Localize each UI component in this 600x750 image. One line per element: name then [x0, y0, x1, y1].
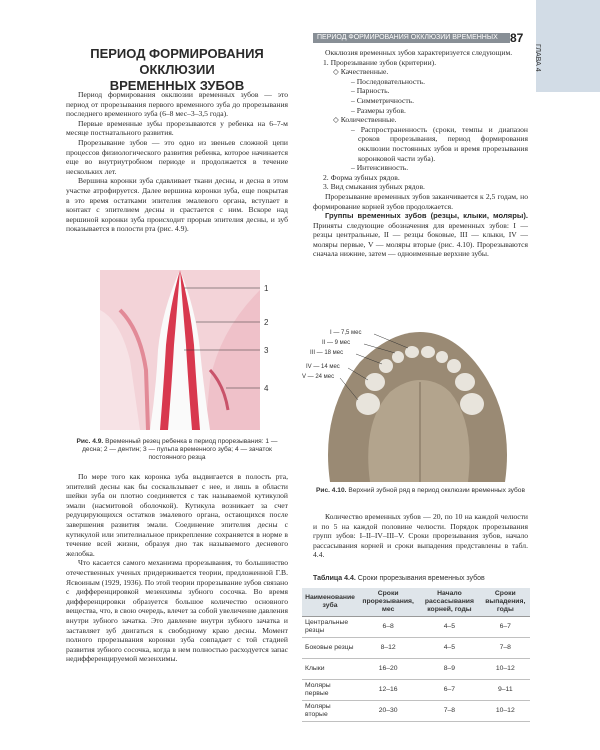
section-title-line1: ПЕРИОД ФОРМИРОВАНИЯ ОККЛЮЗИИ — [90, 46, 264, 77]
left-column-top — [66, 90, 288, 234]
figure-4-9-histology — [100, 270, 290, 430]
quant-item-text: Интенсивность. — [356, 163, 409, 173]
table-cell: 9–11 — [481, 680, 530, 701]
quant-item: – Распространенность (сроки, темпы и диапазон сроков прорезывания, период формирования окклюзии постоянных зубов и время прорезывания коронковой части зуба). — [351, 124, 528, 163]
table-cell: 6–7 — [481, 617, 530, 638]
qual-item-text: Последовательность. — [356, 76, 425, 86]
tooth-canine-left — [379, 359, 393, 373]
qual-item: – Последовательность. — [351, 76, 425, 86]
tooth-first-molar-right — [455, 373, 475, 391]
table-cell: 4–5 — [418, 638, 480, 659]
table-cell: 8–9 — [418, 659, 480, 680]
table-cell: Моляры вторые — [302, 701, 358, 722]
fig410-label-III: III — 18 мес — [310, 350, 344, 356]
fig49-label-2: 2 — [264, 318, 269, 327]
qual-item: – Размеры зубов. — [351, 105, 406, 115]
table-cell: 7–8 — [481, 638, 530, 659]
table-row — [302, 701, 530, 722]
table-caption-text: Сроки прорезывания временных зубов — [357, 575, 485, 582]
table-cell: 7–8 — [418, 701, 480, 722]
table-header: Сроки прорезывания, мес — [358, 588, 418, 617]
tooth-central-incisor-right — [421, 346, 435, 358]
tooth-canine-right — [447, 359, 461, 373]
section-title-line2: ВРЕМЕННЫХ ЗУБОВ — [109, 78, 245, 93]
table-row — [302, 680, 530, 701]
list-item-2: 2. Форма зубных рядов. — [323, 172, 400, 182]
figure-4-9-caption-text: Временный резец ребенка в период прорезывания: 1 — десна; 2 — дентин; 3 — пульпа временного зуба; 4 — зачаток постоянного резца — [82, 438, 278, 461]
table-cell: 6–7 — [418, 680, 480, 701]
qual-item-text: Парность. — [356, 86, 390, 96]
tooth-second-molar-left — [356, 393, 380, 415]
figure-4-9-caption-number: Рис. 4.9. — [76, 438, 104, 445]
fig49-label-1: 1 — [264, 284, 269, 293]
eruption-table — [302, 588, 530, 722]
paragraph: Окклюзия временных зубов характеризуется следующим. — [325, 48, 513, 57]
right-column-top — [313, 48, 528, 259]
table-header-row — [302, 588, 530, 617]
figure-4-10-caption-text: Верхний зубной ряд в период окклюзии временных зубов — [348, 487, 525, 494]
table-cell: Клыки — [302, 659, 358, 680]
quant-item-text: Распространенность (сроки, темпы и диапазон сроков прорезывания, период формирования окклюзии постоянных зубов и время прорезывания коронковой части зуба). — [358, 124, 528, 163]
qual-item: – Симметричность. — [351, 95, 415, 105]
fig49-label-4: 4 — [264, 384, 269, 393]
table-row — [302, 659, 530, 680]
running-head: ПЕРИОД ФОРМИРОВАНИЯ ОККЛЮЗИИ ВРЕМЕННЫХ ЗУБОВ — [313, 33, 510, 43]
qual-item-text: Размеры зубов. — [356, 105, 406, 115]
diamond-bullet-icon: ◇ — [333, 67, 341, 77]
figure-4-10-caption — [313, 487, 528, 495]
table-cell: Центральные резцы — [302, 617, 358, 638]
page-number: 87 — [510, 31, 524, 45]
table-caption-number: Таблица 4.4. — [313, 575, 356, 582]
diamond-bullet-icon: ◇ — [333, 115, 341, 125]
qualitative-label: Качественные. — [340, 67, 389, 77]
table-caption — [313, 575, 485, 582]
tooth-second-molar-right — [460, 393, 484, 415]
fig410-label-IV: IV — 14 мес — [306, 364, 340, 370]
table-cell: 20–30 — [358, 701, 418, 722]
list-item-1: 1. Прорезывание зубов (критерии). — [323, 57, 437, 67]
table-cell: Боковые резцы — [302, 638, 358, 659]
table-cell: Моляры первые — [302, 680, 358, 701]
paragraph: Первые временные зубы прорезываются у ребенка на 6–7-м месяце постнатального развития. — [66, 118, 288, 138]
table-cell: 10–12 — [481, 659, 530, 680]
fig410-label-I: I — 7,5 мес — [330, 330, 362, 336]
table-row — [302, 617, 530, 638]
figure-4-10-caption-number: Рис. 4.10. — [316, 487, 347, 494]
table-cell: 8–12 — [358, 638, 418, 659]
table-header: Начало рассасывания корней, годы — [418, 588, 480, 617]
paragraph: По мере того как коронка зуба выдвигается в полость рта, эпителий десны как бы соскальзывает с нее, и лишь в области шейки зуба он плотно соединяется с так называемой кутикулой эмали (насмитовой оболочкой). Кутикула возникает за счет редуцирующихся остатков эмалевого органа, остающихся после завершения развития эмали. Соединение эпителия десны с кутикулой или эпителиальное прикрепление сохраняется в норме в течение всей жизни, образуя дно так называемого десневого желобка. — [66, 472, 288, 558]
figure-4-10-dental-arch — [300, 322, 530, 482]
paragraph: Период формирования окклюзии временных зубов — это период от прорезывания первого временного зуба до прорезывания последнего временного зуба (6–8 мес–3–3,5 года). — [66, 90, 288, 119]
quant-item: – Интенсивность. — [351, 163, 409, 173]
quantitative-label: Количественные. — [340, 115, 397, 125]
table-row — [302, 638, 530, 659]
table-header: Сроки выпадения, годы — [481, 588, 530, 617]
groups-text: Приняты следующие обозначения для временных зубов: I — резцы центральные, II — резцы боковые, III — клыки, IV — моляры первые, V — моляры вторые (рис. 4.10). Прорезываются сначала нижние, затем — одноименные верхние зубы. — [313, 220, 528, 259]
fig410-label-V: V — 24 мес — [302, 374, 335, 380]
table-cell: 16–20 — [358, 659, 418, 680]
list-item-quantitative — [333, 115, 528, 125]
paragraph: Количество временных зубов — 20, по 10 на каждой челюсти и по 5 на каждой половине челюсти. Порядок прорезывания групп зубов: I–II–IV–III–V. Сроки прорезывания зубов, начало рассасывания корней и сроки выпадения представлены в табл. 4.4. — [313, 512, 528, 560]
paragraph: Что касается самого механизма прорезывания, то большинство отечественных ученых придерживается теории, предложенной Г.В. Ясвоиным (1929, 1936). По этой теории прорезывание зубов связано с дифференцировкой мезенхимы зубного сосочка. Во время дифференцировки образуется большое количество основного вещества, что, в свою очередь, влечет за собой увеличение давления внутри зубного зачатка. Это давление внутри зубного зачатка и заставляет зуб двигаться к свободному краю десны. Момент полного прорезывания коронки зуба совпадает с той стадией развития зубного сосочка, когда в нем полностью расходуется запас недифференцируемой мезенхимы. — [66, 558, 288, 664]
table-cell: 4–5 — [418, 617, 480, 638]
table-cell: 6–8 — [358, 617, 418, 638]
qual-item: – Парность. — [351, 86, 390, 96]
tooth-first-molar-left — [365, 373, 385, 391]
list-item-3: 3. Вид смыкания зубных рядов. — [323, 182, 425, 192]
left-column-bottom — [66, 472, 288, 664]
chapter-tab-label: ГЛАВА 4 — [534, 44, 541, 72]
section-title — [66, 46, 288, 94]
fig410-label-II: II — 9 мес — [322, 340, 351, 346]
table-header: Наименование зуба — [302, 588, 358, 617]
table-cell: 10–12 — [481, 701, 530, 722]
table-cell: 12–16 — [358, 680, 418, 701]
chapter-tab — [536, 0, 600, 92]
list-item-qualitative — [333, 67, 528, 77]
paragraph: Вершина коронки зуба сдавливает ткани десны, и десна в этом участке атрофируется. Далее вершина коронки зуба, еще покрытая в это время остатками эпителия эмалевого органа, вступает в контакт с эпителием десны и срастается с ним. Вскоре над вершиной коронки зуба происходит прорыв эпителия десны, и зуб показывается в полости рта (рис. 4.9). — [66, 176, 288, 234]
paragraph — [313, 211, 528, 259]
qual-item-text: Симметричность. — [356, 95, 415, 105]
paragraph: Прорезывание зубов — это одно из звеньев сложной цепи процессов физиологического развития ребенка, которое начинается еще во внутриутробном периоде и продолжается в течение нескольких лет. — [66, 137, 288, 176]
figure-4-9-caption — [66, 438, 288, 462]
fig49-label-3: 3 — [264, 346, 269, 355]
tooth-lateral-incisor-right — [436, 351, 448, 363]
paragraph: Прорезывание временных зубов заканчивается к 2,5 годам, но формирование корней зубов продолжается. — [313, 191, 528, 211]
groups-heading: Группы временных зубов (резцы, клыки, моляры). — [325, 211, 528, 221]
right-column-bottom — [313, 512, 528, 560]
